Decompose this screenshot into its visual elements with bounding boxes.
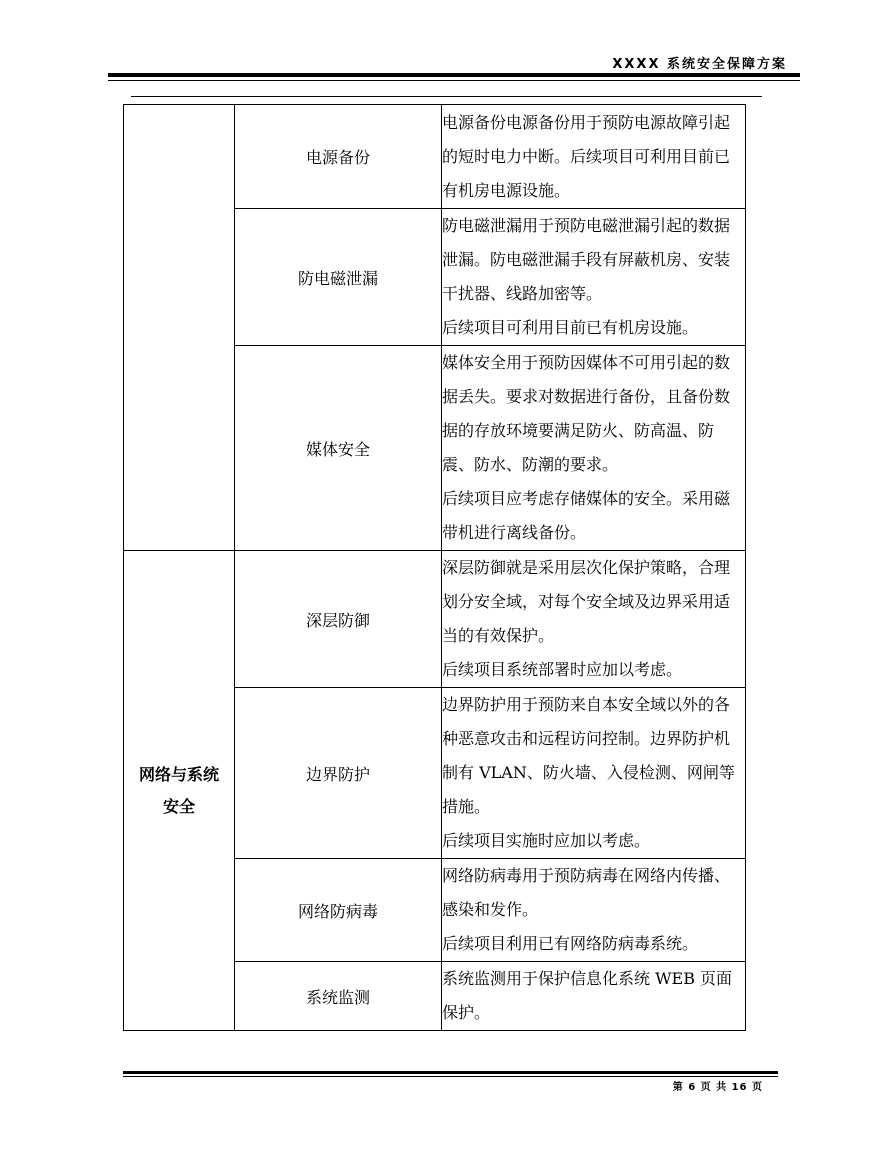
description-cell (442, 859, 746, 962)
description-text: 后续项目实施时应加以考虑。 (442, 831, 651, 850)
table-row (124, 551, 746, 688)
description-cell (442, 346, 746, 551)
category-cell (124, 105, 235, 551)
description-text: 后续项目系统部署时应加以考虑。 (442, 660, 683, 679)
description-cell (442, 551, 746, 688)
table-row (124, 105, 746, 209)
document-title: XXXX 系统安全保障方案 (612, 57, 787, 72)
footer-rule-thin (123, 1076, 778, 1077)
description-text: 后续项目应考虑存储媒体的安全。采用磁带机进行离线备份。 (442, 489, 731, 542)
description-text: 深层防御就是采用层次化保护策略，合理划分安全域，对每个安全域及边界采用适当的有效保护。 (442, 558, 731, 645)
category-cell (124, 551, 235, 1031)
description-text: 后续项目利用已有网络防病毒系统。 (442, 934, 699, 953)
header-rule-thin (108, 80, 800, 81)
description-cell (442, 209, 746, 346)
description-cell (442, 105, 746, 209)
footer-rule-thick (123, 1071, 778, 1074)
description-text: 系统监测用于保护信息化系统 WEB 页面保护。 (442, 969, 733, 1022)
description-text: 网络防病毒用于预防病毒在网络内传播、感染和发作。 (442, 866, 731, 919)
table-top-rule (131, 96, 762, 97)
description-text: 防电磁泄漏用于预防电磁泄漏引起的数据泄漏。防电磁泄漏手段有屏蔽机房、安装干扰器、线路加密等。 (442, 216, 731, 303)
item-cell: 电源备份 (235, 105, 442, 209)
item-cell: 媒体安全 (235, 346, 442, 551)
description-cell (442, 962, 746, 1031)
item-cell: 深层防御 (235, 551, 442, 688)
description-text: 后续项目可利用目前已有机房设施。 (442, 318, 699, 337)
item-cell: 防电磁泄漏 (235, 209, 442, 346)
description-text: 边界防护用于预防来自本安全域以外的各种恶意攻击和远程访问控制。边界防护机制有 VLAN、防火墙、入侵检测、网闸等措施。 (442, 695, 735, 816)
category-label: 网络与系统安全 (138, 764, 219, 816)
description-text: 电源备份电源备份用于预防电源故障引起的短时电力中断。后续项目可利用目前已有机房电源设施。 (442, 112, 731, 200)
description-cell (442, 688, 746, 859)
header-rule-thick (108, 73, 800, 77)
item-cell: 网络防病毒 (235, 859, 442, 962)
security-measures-table (123, 104, 746, 1031)
description-text: 媒体安全用于预防因媒体不可用引起的数据丢失。要求对数据进行备份，且备份数据的存放环境要满足防火、防高温、防震、防水、防潮的要求。 (442, 353, 731, 474)
item-cell: 边界防护 (235, 688, 442, 859)
page-number: 第 6 页 共 16 页 (672, 1082, 763, 1093)
item-cell: 系统监测 (235, 962, 442, 1031)
